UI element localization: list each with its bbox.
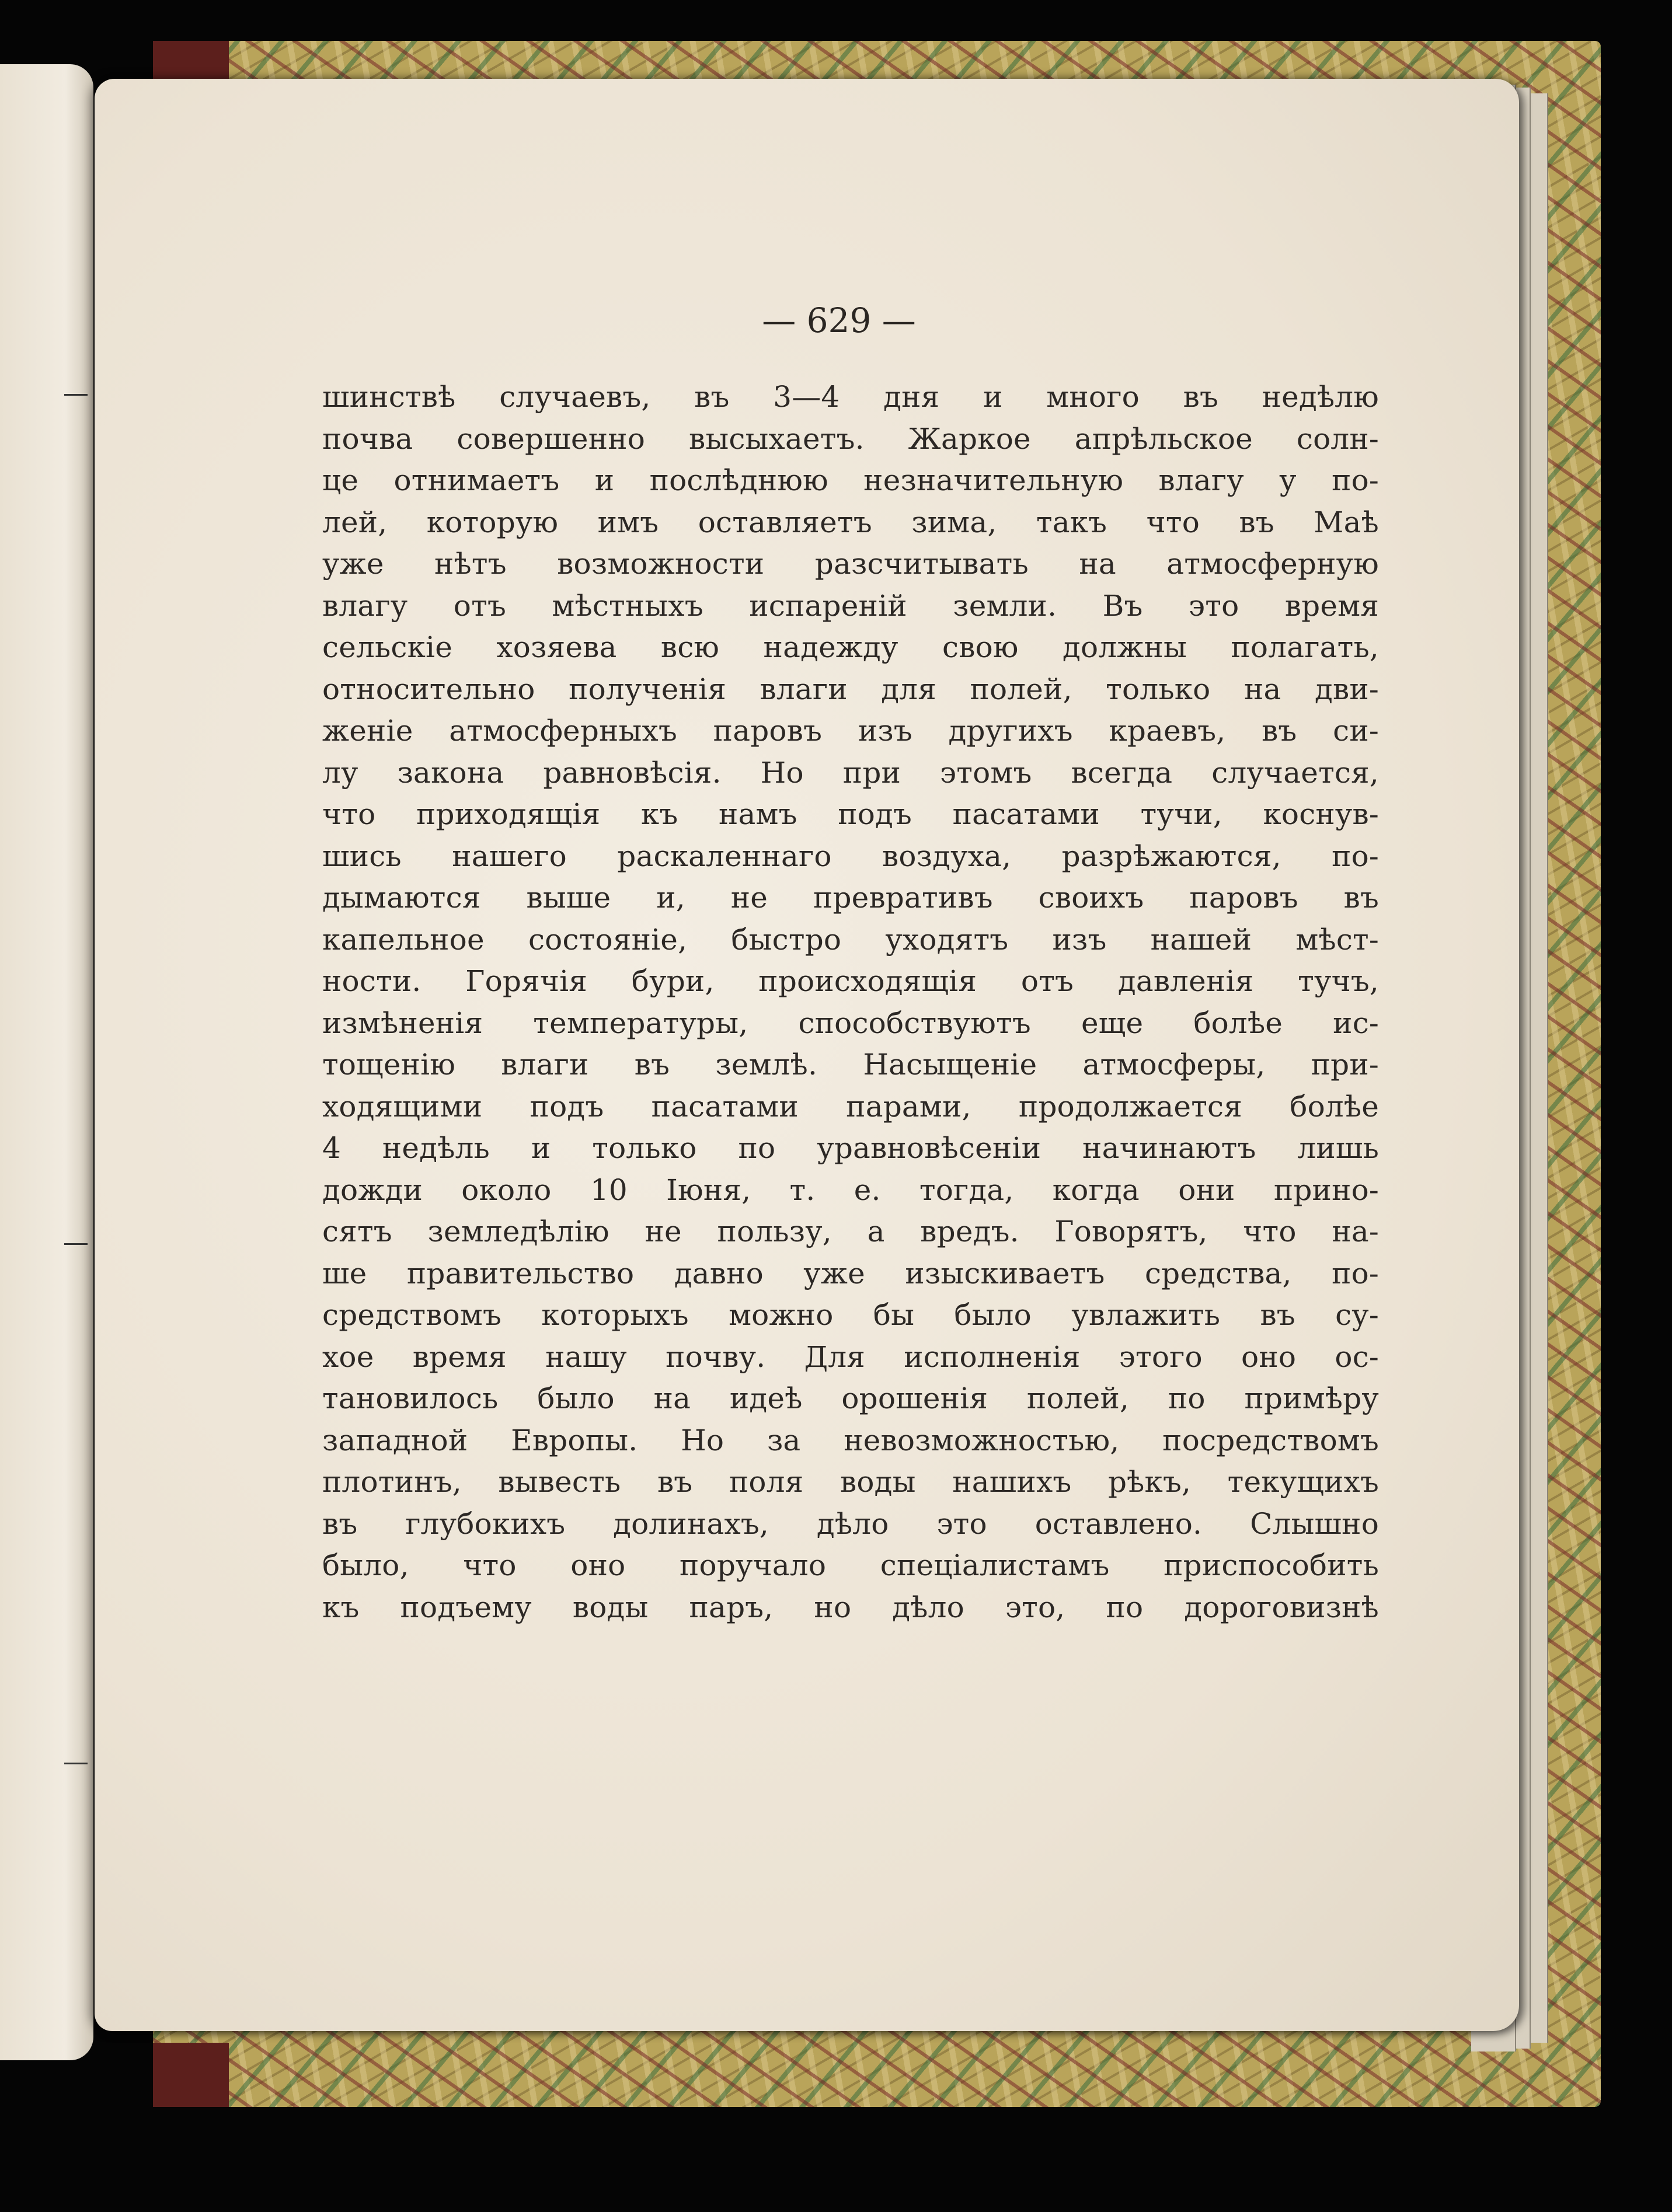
text-line: было, что оно поручало спеціалистамъ приспособить bbox=[322, 1548, 1379, 1582]
text-line: къ подъему воды паръ, но дѣло это, по дороговизнѣ bbox=[322, 1590, 1379, 1624]
text-line: уже нѣтъ возможности разсчитывать на атмосферную bbox=[322, 547, 1379, 581]
text-line: хое время нашу почву. Для исполненія этого оно ос- bbox=[322, 1339, 1379, 1374]
text-line: почва совершенно высыхаетъ. Жаркое апрѣльское солн- bbox=[322, 421, 1379, 456]
margin-mark bbox=[64, 1243, 88, 1245]
text-line: плотинъ, вывесть въ поля воды нашихъ рѣкъ, текущихъ bbox=[322, 1465, 1379, 1499]
text-line: дожди около 10 Іюня, т. е. тогда, когда они прино- bbox=[322, 1173, 1379, 1207]
book-spine-bottom bbox=[153, 2043, 229, 2107]
page-number: — 629 — bbox=[762, 301, 916, 340]
text-line: сельскіе хозяева всю надежду свою должны полагать, bbox=[322, 630, 1379, 664]
text-line: сятъ земледѣлію не пользу, а вредъ. Говорятъ, что на- bbox=[322, 1215, 1379, 1248]
text-line: въ глубокихъ долинахъ, дѣло это оставлено. Слышно bbox=[322, 1506, 1379, 1541]
text-line: женіе атмосферныхъ паровъ изъ другихъ краевъ, въ си- bbox=[322, 714, 1379, 748]
margin-mark bbox=[64, 1763, 88, 1764]
text-line: средствомъ которыхъ можно бы было увлажить въ су- bbox=[322, 1298, 1379, 1332]
text-line: лей, которую имъ оставляетъ зима, такъ что въ Маѣ bbox=[322, 505, 1379, 539]
margin-mark bbox=[64, 394, 88, 396]
text-line: шинствѣ случаевъ, въ 3—4 дня и много въ недѣлю bbox=[322, 380, 1379, 414]
previous-page-edge bbox=[0, 64, 93, 2060]
text-line: западной Европы. Но за невозможностью, посредствомъ bbox=[322, 1423, 1379, 1457]
text-line: лу закона равновѣсія. Но при этомъ всегда случается, bbox=[322, 755, 1379, 790]
text-line: це отнимаетъ и послѣднюю незначительную влагу у по- bbox=[322, 463, 1379, 497]
text-line: измѣненія температуры, способствуютъ еще болѣе ис- bbox=[322, 1006, 1379, 1040]
page-body-text bbox=[322, 376, 1379, 1628]
book-page bbox=[95, 79, 1519, 2031]
text-line: что приходящія къ намъ подъ пасатами тучи, коснув- bbox=[322, 797, 1379, 831]
text-line: шись нашего раскаленнаго воздуха, разрѣжаются, по- bbox=[322, 839, 1379, 873]
text-line: ше правительство давно уже изыскиваетъ средства, по- bbox=[322, 1256, 1379, 1290]
text-line: ности. Горячія бури, происходящія отъ давленія тучъ, bbox=[322, 964, 1379, 998]
text-line: тощенію влаги въ землѣ. Насыщеніе атмосферы, при- bbox=[322, 1048, 1379, 1081]
text-line: тановилось было на идеѣ орошенія полей, по примѣру bbox=[322, 1381, 1379, 1415]
text-line: дымаются выше и, не превративъ своихъ паровъ въ bbox=[322, 881, 1379, 915]
text-line: капельное состояніе, быстро уходятъ изъ нашей мѣст- bbox=[322, 922, 1379, 957]
text-line: 4 недѣль и только по уравновѣсеніи начинаютъ лишь bbox=[322, 1131, 1379, 1165]
text-line: относительно полученія влаги для полей, только на дви- bbox=[322, 672, 1379, 706]
text-line: влагу отъ мѣстныхъ испареній земли. Въ это время bbox=[322, 588, 1379, 623]
text-line: ходящими подъ пасатами парами, продолжается болѣе bbox=[322, 1089, 1379, 1124]
